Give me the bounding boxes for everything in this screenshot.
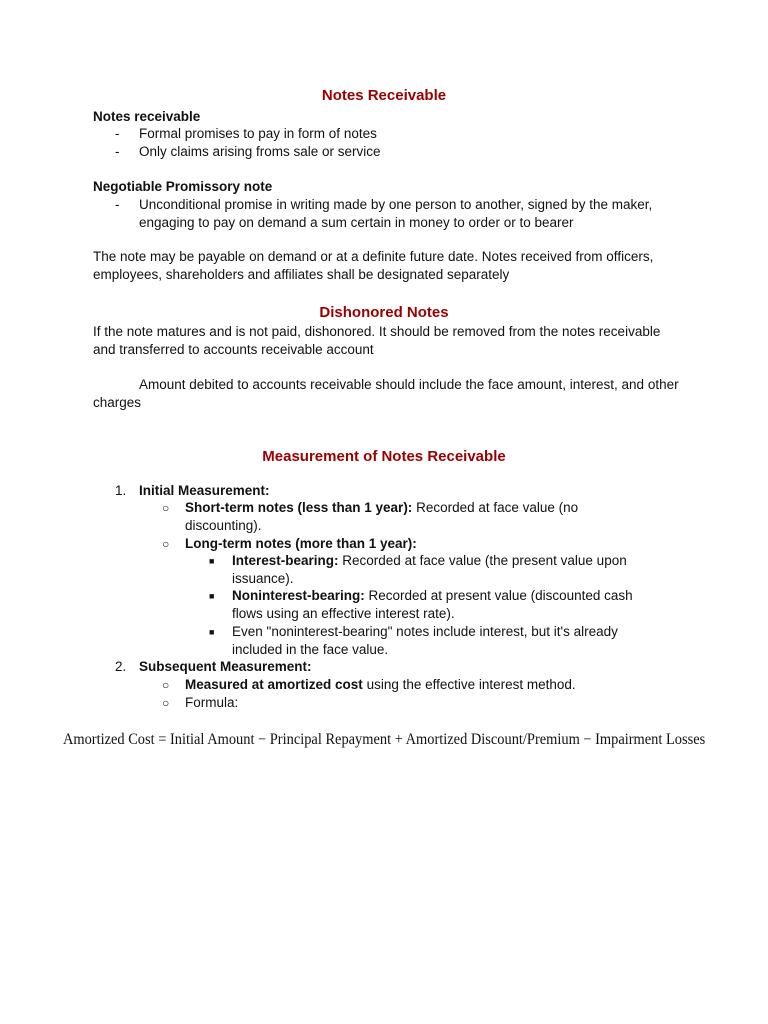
dishonored-notes-title: Dishonored Notes xyxy=(319,304,449,321)
initial-measurement-label: Initial Measurement: xyxy=(139,483,270,498)
circle-bullet-icon: ○ xyxy=(162,537,170,551)
short-term-text: Recorded at face value (no discounting). xyxy=(185,500,579,533)
amortized-cost-label: Measured at amortized cost xyxy=(185,677,363,692)
circle-bullet-icon: ○ xyxy=(162,696,170,710)
square-bullet-icon: ■ xyxy=(209,591,215,601)
measurement-title: Measurement of Notes Receivable xyxy=(262,448,506,465)
list-item-text: Unconditional promise in writing made by one person to another, signed by the maker, engaging to pay on demand a sum certain in money to order or to bearer xyxy=(139,197,653,230)
amortized-cost-text: using the effective interest method. xyxy=(362,677,576,692)
amortized-cost-formula: Amortized Cost = Initial Amount − Principal Repayment + Amortized Discount/Premium − Impairment Losses xyxy=(62,731,706,748)
circle-bullet-icon: ○ xyxy=(162,501,170,515)
interest-bearing-text: Recorded at face value (the present value upon issuance). xyxy=(232,553,627,586)
formula-label: Formula: xyxy=(185,695,239,710)
paragraph-amount-debited: Amount debited to accounts receivable should include the face amount, interest, and other charges xyxy=(93,377,679,410)
subsequent-measurement-label: Subsequent Measurement: xyxy=(139,659,312,674)
circle-bullet-icon: ○ xyxy=(162,678,170,692)
list-number: 2. xyxy=(115,659,127,674)
list-item-text: Formal promises to pay in form of notes xyxy=(139,126,377,141)
paragraph-dishonored: If the note matures and is not paid, dishonored. It should be removed from the notes receivable and transferred to accounts receivable account xyxy=(93,324,661,357)
interest-bearing-label: Interest-bearing: xyxy=(232,553,339,568)
square-bullet-icon: ■ xyxy=(209,556,215,566)
page-title: Notes Receivable xyxy=(321,87,447,104)
noninterest-bearing-label: Noninterest-bearing: xyxy=(232,588,365,603)
dash-bullet: - xyxy=(115,144,120,159)
notes-receivable-heading: Notes receivable xyxy=(93,109,201,124)
long-term-label: Long-term notes (more than 1 year): xyxy=(185,536,417,551)
dash-bullet: - xyxy=(115,126,120,141)
noninterest-bearing-text: Recorded at present value (discounted cash flows using an effective interest rate). xyxy=(232,588,633,621)
square-bullet-icon: ■ xyxy=(209,627,215,637)
noninterest-note-text: Even "noninterest-bearing" notes include interest, but it's already included in the face value. xyxy=(232,624,618,657)
promissory-note-heading: Negotiable Promissory note xyxy=(93,179,273,194)
list-item-text: Only claims arising froms sale or service xyxy=(139,144,381,159)
dash-bullet: - xyxy=(115,197,120,212)
paragraph-payable: The note may be payable on demand or at a definite future date. Notes received from officers, employees, shareholders and affiliates shall be designated separately xyxy=(93,249,654,282)
short-term-label: Short-term notes (less than 1 year): xyxy=(185,500,413,515)
list-number: 1. xyxy=(115,483,127,498)
